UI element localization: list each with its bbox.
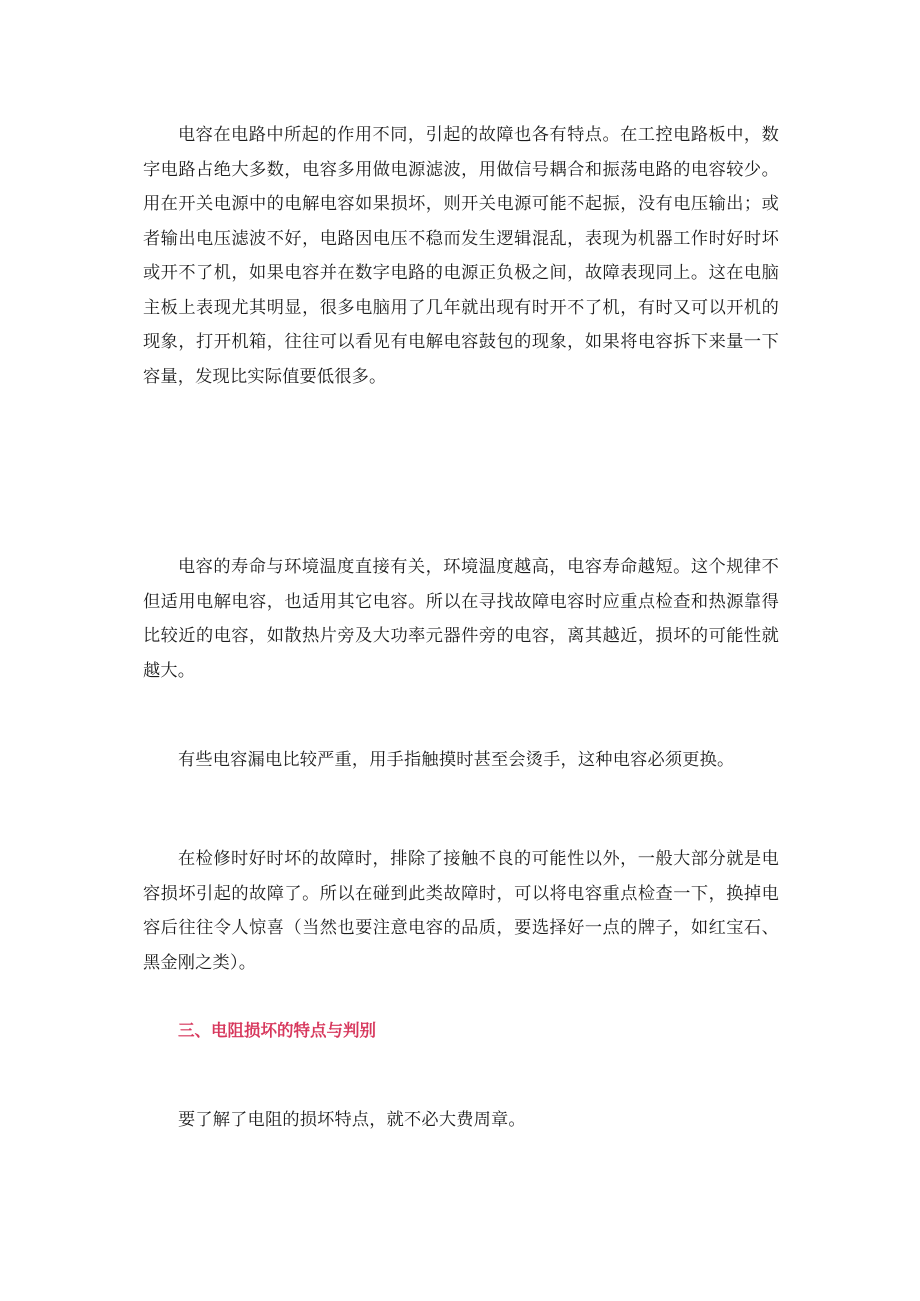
section-heading: 三、电阻损坏的特点与判别 — [178, 1021, 376, 1040]
paragraph-capacitor-faults: 电容在电路中所起的作用不同，引起的故障也各有特点。在工控电路板中，数字电路占绝大多数，电容多用做电源滤波，用做信号耦合和振荡电路的电容较少。用在开关电源中的电解电容如果损坏，则开关电源可能不起振，没有电压输出；或者输出电压滤波不好，电路因电压不稳而发生逻辑混乱，表现为机器工作时好时坏或开不了机，如果电容并在数字电路的电源正负极之间，故障表现同上。这在电脑主板上表现尤其明显，很多电脑用了几年就出现有时开不了机，有时又可以开机的现象，打开机箱，往往可以看见有电解电容鼓包的现象，如果将电容拆下来量一下容量，发现比实际值要低很多。 — [143, 125, 779, 387]
paragraph-resistor-intro: 要了解了电阻的损坏特点，就不必大费周章。 — [178, 1110, 526, 1130]
paragraph-capacitor-lifetime: 电容的寿命与环境温度直接有关，环境温度越高，电容寿命越短。这个规律不但适用电解电容，也适用其它电容。所以在寻找故障电容时应重点检查和热源靠得比较近的电容，如散热片旁及大功率元器件旁的电容，离其越近，损坏的可能性就越大。 — [143, 557, 779, 681]
paragraph-intermittent-faults: 在检修时好时坏的故障时，排除了接触不良的可能性以外，一般大部分就是电容损坏引起的故障了。所以在碰到此类故障时，可以将电容重点检查一下，换掉电容后往往令人惊喜（当然也要注意电容的品质，要选择好一点的牌子，如红宝石、黑金刚之类）。 — [143, 849, 779, 973]
paragraph-capacitor-leakage: 有些电容漏电比较严重，用手指触摸时甚至会烫手，这种电容必须更换。 — [178, 750, 735, 770]
